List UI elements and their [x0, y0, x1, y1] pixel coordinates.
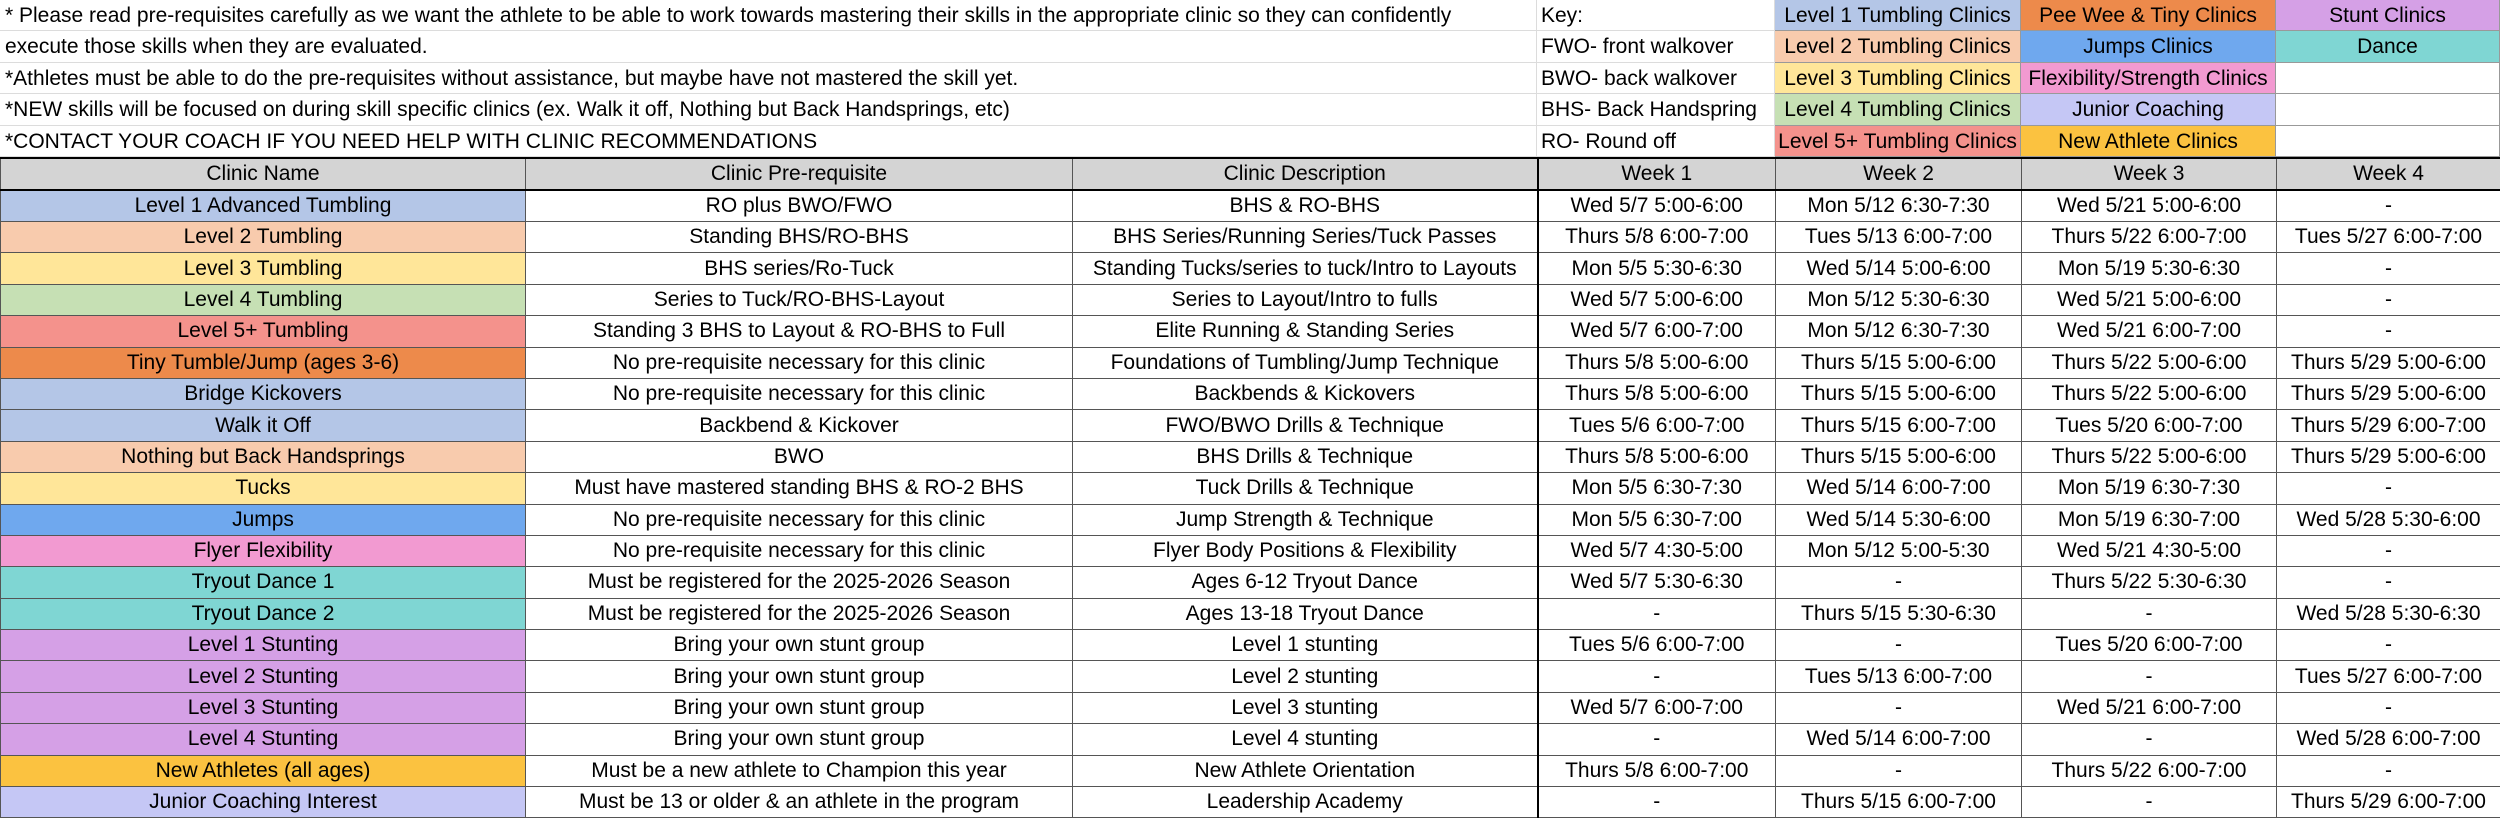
week-2-cell: Mon 5/12 6:30-7:30 [1776, 190, 2022, 222]
week-2-cell: - [1776, 755, 2022, 786]
header-week-3: Week 3 [2022, 158, 2277, 190]
week-4-cell: - [2277, 755, 2500, 786]
description-cell: Ages 6-12 Tryout Dance [1073, 567, 1538, 598]
week-2-cell: Thurs 5/15 5:00-6:00 [1776, 441, 2022, 472]
table-row [1, 378, 2500, 409]
description-cell: Level 2 stunting [1073, 661, 1538, 692]
prerequisite-cell: Bring your own stunt group [526, 692, 1073, 723]
key-color-junior: Junior Coaching [2021, 94, 2276, 125]
week-4-cell: - [2277, 190, 2500, 222]
header-clinic-name: Clinic Name [1, 158, 526, 190]
key-color-flexibility: Flexibility/Strength Clinics [2021, 63, 2276, 94]
week-4-cell: - [2277, 316, 2500, 347]
prerequisite-cell: No pre-requisite necessary for this clinic [526, 504, 1073, 535]
week-4-cell: - [2277, 567, 2500, 598]
description-cell: New Athlete Orientation [1073, 755, 1538, 786]
description-cell: Foundations of Tumbling/Jump Technique [1073, 347, 1538, 378]
table-row [1, 190, 2500, 222]
table-row [1, 755, 2500, 786]
week-2-cell: Wed 5/14 6:00-7:00 [1776, 473, 2022, 504]
prerequisite-cell: Must be registered for the 2025-2026 Season [526, 567, 1073, 598]
note-line: *Athletes must be able to do the pre-requisites without assistance, but maybe have not mastered the skill yet. [0, 63, 1537, 94]
week-4-cell: - [2277, 473, 2500, 504]
week-3-cell: Tues 5/20 6:00-7:00 [2022, 410, 2277, 441]
description-cell: Backbends & Kickovers [1073, 378, 1538, 409]
week-3-cell: Wed 5/21 5:00-6:00 [2022, 190, 2277, 222]
week-1-cell: Mon 5/5 6:30-7:00 [1538, 504, 1776, 535]
week-4-cell: - [2277, 535, 2500, 566]
week-3-cell: Wed 5/21 6:00-7:00 [2022, 692, 2277, 723]
week-2-cell: Mon 5/12 5:00-5:30 [1776, 535, 2022, 566]
table-row [1, 535, 2500, 566]
table-row [1, 504, 2500, 535]
clinic-name-cell: New Athletes (all ages) [1, 755, 526, 786]
clinic-name-cell: Level 2 Stunting [1, 661, 526, 692]
key-abbreviation: FWO- front walkover [1537, 31, 1775, 62]
prerequisite-cell: Must be a new athlete to Champion this year [526, 755, 1073, 786]
prerequisite-cell: BWO [526, 441, 1073, 472]
key-color-level3: Level 3 Tumbling Clinics [1775, 63, 2021, 94]
description-cell: Level 1 stunting [1073, 630, 1538, 661]
prerequisite-cell: Standing BHS/RO-BHS [526, 222, 1073, 253]
key-color-empty [2276, 126, 2500, 157]
week-1-cell: Wed 5/7 6:00-7:00 [1538, 692, 1776, 723]
week-2-cell: Mon 5/12 5:30-6:30 [1776, 284, 2022, 315]
table-row [1, 630, 2500, 661]
key-color-level2: Level 2 Tumbling Clinics [1775, 31, 2021, 62]
week-4-cell: Wed 5/28 5:30-6:30 [2277, 598, 2500, 629]
week-4-cell: Thurs 5/29 6:00-7:00 [2277, 787, 2500, 818]
table-row [1, 473, 2500, 504]
table-row [1, 661, 2500, 692]
week-1-cell: Thurs 5/8 5:00-6:00 [1538, 378, 1776, 409]
table-body [1, 190, 2500, 818]
clinic-name-cell: Walk it Off [1, 410, 526, 441]
week-4-cell: Tues 5/27 6:00-7:00 [2277, 661, 2500, 692]
week-1-cell: Wed 5/7 6:00-7:00 [1538, 316, 1776, 347]
key-abbreviation: BHS- Back Handspring [1537, 94, 1775, 125]
header-notes-and-key [0, 0, 2500, 157]
week-3-cell: - [2022, 661, 2277, 692]
week-2-cell: Tues 5/13 6:00-7:00 [1776, 222, 2022, 253]
description-cell: Series to Layout/Intro to fulls [1073, 284, 1538, 315]
week-4-cell: Wed 5/28 5:30-6:00 [2277, 504, 2500, 535]
clinic-name-cell: Flyer Flexibility [1, 535, 526, 566]
key-color-dance: Dance [2276, 31, 2500, 62]
clinic-name-cell: Tryout Dance 2 [1, 598, 526, 629]
week-1-cell: Thurs 5/8 6:00-7:00 [1538, 755, 1776, 786]
clinic-name-cell: Nothing but Back Handsprings [1, 441, 526, 472]
description-cell: Tuck Drills & Technique [1073, 473, 1538, 504]
week-1-cell: Thurs 5/8 5:00-6:00 [1538, 441, 1776, 472]
table-row [1, 724, 2500, 755]
week-3-cell: Thurs 5/22 5:30-6:30 [2022, 567, 2277, 598]
description-cell: Flyer Body Positions & Flexibility [1073, 535, 1538, 566]
week-3-cell: - [2022, 598, 2277, 629]
key-abbreviation: RO- Round off [1537, 126, 1775, 157]
table-row [1, 316, 2500, 347]
table-row [1, 253, 2500, 284]
description-cell: BHS & RO-BHS [1073, 190, 1538, 222]
clinic-name-cell: Level 1 Stunting [1, 630, 526, 661]
description-cell: Standing Tucks/series to tuck/Intro to Layouts [1073, 253, 1538, 284]
week-2-cell: Wed 5/14 5:30-6:00 [1776, 504, 2022, 535]
week-1-cell: Thurs 5/8 5:00-6:00 [1538, 347, 1776, 378]
clinic-name-cell: Tryout Dance 1 [1, 567, 526, 598]
week-3-cell: Thurs 5/22 5:00-6:00 [2022, 378, 2277, 409]
key-color-empty [2276, 94, 2500, 125]
clinic-name-cell: Bridge Kickovers [1, 378, 526, 409]
prerequisite-cell: RO plus BWO/FWO [526, 190, 1073, 222]
description-cell: Level 4 stunting [1073, 724, 1538, 755]
week-1-cell: Wed 5/7 5:00-6:00 [1538, 190, 1776, 222]
week-3-cell: Wed 5/21 5:00-6:00 [2022, 284, 2277, 315]
week-4-cell: Thurs 5/29 5:00-6:00 [2277, 347, 2500, 378]
description-cell: Elite Running & Standing Series [1073, 316, 1538, 347]
header-week-4: Week 4 [2277, 158, 2500, 190]
week-3-cell: Wed 5/21 4:30-5:00 [2022, 535, 2277, 566]
week-2-cell: Thurs 5/15 5:30-6:30 [1776, 598, 2022, 629]
week-1-cell: Tues 5/6 6:00-7:00 [1538, 630, 1776, 661]
prerequisite-cell: No pre-requisite necessary for this clinic [526, 378, 1073, 409]
clinic-name-cell: Junior Coaching Interest [1, 787, 526, 818]
week-2-cell: - [1776, 567, 2022, 598]
prerequisite-cell: Bring your own stunt group [526, 661, 1073, 692]
clinic-name-cell: Level 3 Tumbling [1, 253, 526, 284]
note-line: *CONTACT YOUR COACH IF YOU NEED HELP WITH CLINIC RECOMMENDATIONS [0, 126, 1537, 157]
prerequisite-cell: No pre-requisite necessary for this clinic [526, 535, 1073, 566]
key-abbreviation: BWO- back walkover [1537, 63, 1775, 94]
prerequisite-cell: Must have mastered standing BHS & RO-2 BHS [526, 473, 1073, 504]
prerequisite-cell: Must be registered for the 2025-2026 Season [526, 598, 1073, 629]
header-description: Clinic Description [1073, 158, 1538, 190]
clinic-name-cell: Level 2 Tumbling [1, 222, 526, 253]
clinic-name-cell: Tiny Tumble/Jump (ages 3-6) [1, 347, 526, 378]
week-2-cell: Tues 5/13 6:00-7:00 [1776, 661, 2022, 692]
clinic-name-cell: Jumps [1, 504, 526, 535]
week-2-cell: Thurs 5/15 6:00-7:00 [1776, 787, 2022, 818]
key-color-jumps: Jumps Clinics [2021, 31, 2276, 62]
week-4-cell: - [2277, 284, 2500, 315]
week-2-cell: Thurs 5/15 6:00-7:00 [1776, 410, 2022, 441]
key-color-level4: Level 4 Tumbling Clinics [1775, 94, 2021, 125]
week-1-cell: Wed 5/7 4:30-5:00 [1538, 535, 1776, 566]
table-row [1, 284, 2500, 315]
table-row [1, 692, 2500, 723]
week-1-cell: - [1538, 661, 1776, 692]
week-4-cell: Tues 5/27 6:00-7:00 [2277, 222, 2500, 253]
week-1-cell: Thurs 5/8 6:00-7:00 [1538, 222, 1776, 253]
week-3-cell: Thurs 5/22 5:00-6:00 [2022, 441, 2277, 472]
key-color-peewee: Pee Wee & Tiny Clinics [2021, 0, 2276, 31]
week-2-cell: - [1776, 692, 2022, 723]
clinic-name-cell: Level 4 Tumbling [1, 284, 526, 315]
week-3-cell: - [2022, 724, 2277, 755]
header-week-1: Week 1 [1538, 158, 1776, 190]
table-row [1, 567, 2500, 598]
week-2-cell: Mon 5/12 6:30-7:30 [1776, 316, 2022, 347]
week-1-cell: - [1538, 787, 1776, 818]
description-cell: FWO/BWO Drills & Technique [1073, 410, 1538, 441]
week-4-cell: Thurs 5/29 5:00-6:00 [2277, 378, 2500, 409]
prerequisite-cell: No pre-requisite necessary for this clinic [526, 347, 1073, 378]
description-cell: Leadership Academy [1073, 787, 1538, 818]
week-3-cell: Mon 5/19 6:30-7:00 [2022, 504, 2277, 535]
week-2-cell: Thurs 5/15 5:00-6:00 [1776, 378, 2022, 409]
key-color-newathlete: New Athlete Clinics [2021, 126, 2276, 157]
week-3-cell: Tues 5/20 6:00-7:00 [2022, 630, 2277, 661]
key-color-stunt: Stunt Clinics [2276, 0, 2500, 31]
clinic-name-cell: Tucks [1, 473, 526, 504]
prerequisite-cell: Standing 3 BHS to Layout & RO-BHS to Full [526, 316, 1073, 347]
week-3-cell: Mon 5/19 6:30-7:30 [2022, 473, 2277, 504]
clinic-name-cell: Level 1 Advanced Tumbling [1, 190, 526, 222]
week-3-cell: Thurs 5/22 6:00-7:00 [2022, 222, 2277, 253]
note-line: * Please read pre-requisites carefully as we want the athlete to be able to work towards mastering their skills in the appropriate clinic so they can confidently [0, 0, 1537, 31]
week-1-cell: Tues 5/6 6:00-7:00 [1538, 410, 1776, 441]
week-1-cell: Wed 5/7 5:00-6:00 [1538, 284, 1776, 315]
prerequisite-cell: Backbend & Kickover [526, 410, 1073, 441]
week-3-cell: Thurs 5/22 5:00-6:00 [2022, 347, 2277, 378]
week-3-cell: Thurs 5/22 6:00-7:00 [2022, 755, 2277, 786]
description-cell: BHS Drills & Technique [1073, 441, 1538, 472]
week-1-cell: - [1538, 598, 1776, 629]
clinic-name-cell: Level 3 Stunting [1, 692, 526, 723]
week-1-cell: Mon 5/5 5:30-6:30 [1538, 253, 1776, 284]
description-cell: BHS Series/Running Series/Tuck Passes [1073, 222, 1538, 253]
table-row [1, 598, 2500, 629]
week-3-cell: Wed 5/21 6:00-7:00 [2022, 316, 2277, 347]
description-cell: Jump Strength & Technique [1073, 504, 1538, 535]
prerequisite-cell: Bring your own stunt group [526, 630, 1073, 661]
prerequisite-cell: Must be 13 or older & an athlete in the program [526, 787, 1073, 818]
key-color-empty [2276, 63, 2500, 94]
key-color-level1: Level 1 Tumbling Clinics [1775, 0, 2021, 31]
clinic-name-cell: Level 4 Stunting [1, 724, 526, 755]
week-2-cell: - [1776, 630, 2022, 661]
table-row [1, 787, 2500, 818]
key-title: Key: [1537, 0, 1775, 31]
table-row [1, 441, 2500, 472]
note-line: *NEW skills will be focused on during skill specific clinics (ex. Walk it off, Nothing but Back Handsprings, etc) [0, 94, 1537, 125]
description-cell: Ages 13-18 Tryout Dance [1073, 598, 1538, 629]
week-3-cell: - [2022, 787, 2277, 818]
note-line: execute those skills when they are evaluated. [0, 31, 1537, 62]
week-4-cell: - [2277, 692, 2500, 723]
header-week-2: Week 2 [1776, 158, 2022, 190]
week-4-cell: Thurs 5/29 5:00-6:00 [2277, 441, 2500, 472]
table-header-row [1, 158, 2500, 190]
prerequisite-cell: BHS series/Ro-Tuck [526, 253, 1073, 284]
key-color-level5: Level 5+ Tumbling Clinics [1775, 126, 2021, 157]
week-1-cell: - [1538, 724, 1776, 755]
header-prerequisite: Clinic Pre-requisite [526, 158, 1073, 190]
clinic-name-cell: Level 5+ Tumbling [1, 316, 526, 347]
description-cell: Level 3 stunting [1073, 692, 1538, 723]
week-4-cell: - [2277, 630, 2500, 661]
table-row [1, 222, 2500, 253]
prerequisite-cell: Bring your own stunt group [526, 724, 1073, 755]
week-4-cell: - [2277, 253, 2500, 284]
week-2-cell: Wed 5/14 6:00-7:00 [1776, 724, 2022, 755]
table-row [1, 347, 2500, 378]
clinic-table [0, 157, 2500, 818]
week-2-cell: Wed 5/14 5:00-6:00 [1776, 253, 2022, 284]
week-1-cell: Wed 5/7 5:30-6:30 [1538, 567, 1776, 598]
table-row [1, 410, 2500, 441]
week-2-cell: Thurs 5/15 5:00-6:00 [1776, 347, 2022, 378]
week-1-cell: Mon 5/5 6:30-7:30 [1538, 473, 1776, 504]
prerequisite-cell: Series to Tuck/RO-BHS-Layout [526, 284, 1073, 315]
week-4-cell: Thurs 5/29 6:00-7:00 [2277, 410, 2500, 441]
week-3-cell: Mon 5/19 5:30-6:30 [2022, 253, 2277, 284]
week-4-cell: Wed 5/28 6:00-7:00 [2277, 724, 2500, 755]
